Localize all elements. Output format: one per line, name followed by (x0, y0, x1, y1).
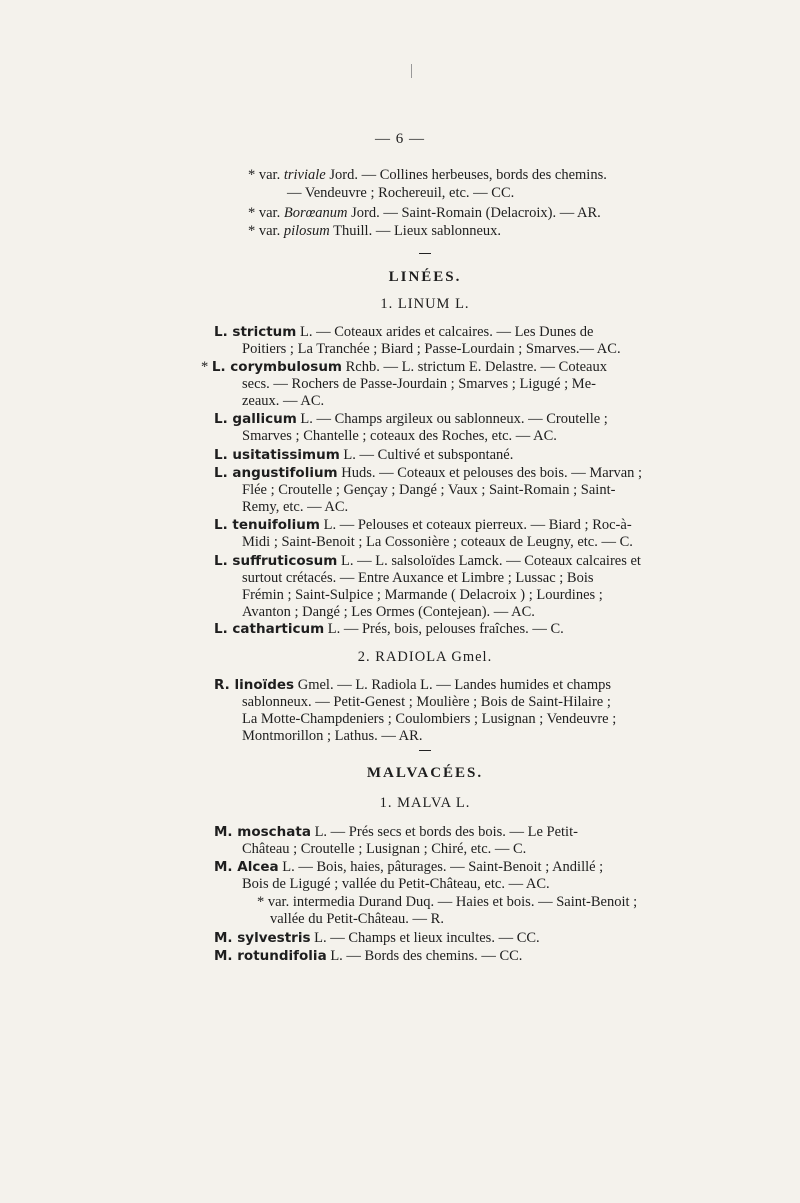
genus-heading-radiola: 2. RADIOLA Gmel. (357, 649, 493, 665)
species-continuation: secs. — Rochers de Passe-Jourdain ; Smarves ; Ligugé ; Me- (242, 376, 596, 392)
species-entry: L. suffruticosum L. — L. salsoloïdes Lamck. — Coteaux calcaires et (214, 553, 641, 569)
family-heading-linees: LINÉES. (388, 269, 462, 285)
species-name: L. gallicum (214, 411, 297, 427)
species-continuation: Château ; Croutelle ; Lusignan ; Chiré, etc. — C. (242, 841, 527, 857)
page-number: — 6 — (375, 131, 425, 147)
species-continuation: Montmorillon ; Lathus. — AR. (242, 728, 423, 744)
species-name: M. moschata (214, 824, 311, 840)
species-continuation: Frémin ; Saint-Sulpice ; Marmande ( Delacroix ) ; Lourdines ; (242, 587, 603, 603)
species-name: L. suffruticosum (214, 553, 338, 569)
species-name: L. corymbulosum (211, 359, 342, 375)
species-continuation: La Motte-Champdeniers ; Coulombiers ; Lusignan ; Vendeuvre ; (242, 711, 617, 727)
variety-line-1: * var. triviale Jord. — Collines herbeuses, bords des chemins. (248, 167, 607, 183)
species-continuation: Flée ; Croutelle ; Gençay ; Dangé ; Vaux ; Saint-Romain ; Saint- (242, 482, 616, 498)
species-name: M. Alcea (214, 859, 279, 875)
species-name: L. tenuifolium (214, 517, 320, 533)
species-entry: M. rotundifolia L. — Bords des chemins. — CC. (214, 948, 523, 964)
species-continuation: Bois de Ligugé ; vallée du Petit-Château, etc. — AC. (242, 876, 550, 892)
species-entry: * L. corymbulosum Rchb. — L. strictum E. Delastre. — Coteaux (201, 359, 607, 375)
species-continuation: Smarves ; Chantelle ; coteaux des Roches, etc. — AC. (242, 428, 557, 444)
species-name: L. strictum (214, 324, 297, 340)
genus-heading-linum: 1. LINUM L. (380, 296, 470, 312)
species-entry: L. catharticum L. — Prés, bois, pelouses fraîches. — C. (214, 621, 564, 637)
species-continuation: Remy, etc. — AC. (242, 499, 349, 515)
species-entry: L. strictum L. — Coteaux arides et calcaires. — Les Dunes de (214, 324, 594, 340)
species-entry: R. linoïdes Gmel. — L. Radiola L. — Landes humides et champs (214, 677, 612, 693)
family-heading-malvacees: MALVACÉES. (366, 765, 484, 781)
species-name: M. sylvestris (214, 930, 311, 946)
genus-heading-malva: 1. MALVA L. (379, 795, 471, 811)
species-entry: L. angustifolium Huds. — Coteaux et pelouses des bois. — Marvan ; (214, 465, 643, 481)
variety-entry: * var. intermedia Durand Duq. — Haies et bois. — Saint-Benoit ; (257, 894, 638, 910)
species-name: R. linoïdes (214, 677, 295, 693)
species-continuation: Midi ; Saint-Benoit ; La Cossonière ; coteaux de Leugny, etc. — C. (242, 534, 633, 550)
variety-line-4: * var. pilosum Thuill. — Lieux sablonneux. (248, 223, 502, 239)
species-entry: L. tenuifolium L. — Pelouses et coteaux pierreux. — Biard ; Roc-à- (214, 517, 632, 533)
section-divider (419, 253, 431, 254)
species-continuation: surtout crétacés. — Entre Auxance et Limbre ; Lussac ; Bois (242, 570, 594, 586)
page-mark (411, 64, 412, 78)
species-entry: L. usitatissimum L. — Cultivé et subspontané. (214, 447, 514, 463)
species-continuation: sablonneux. — Petit-Genest ; Moulière ; Bois de Saint-Hilaire ; (242, 694, 611, 710)
species-name: L. catharticum (214, 621, 325, 637)
species-continuation: Poitiers ; La Tranchée ; Biard ; Passe-Lourdain ; Smarves.— AC. (242, 341, 621, 357)
variety-line-3: * var. Borœanum Jord. — Saint-Romain (Delacroix). — AR. (248, 205, 601, 221)
species-name: L. usitatissimum (214, 447, 340, 463)
species-continuation: Avanton ; Dangé ; Les Ormes (Contejean). — AC. (242, 604, 535, 620)
species-name: M. rotundifolia (214, 948, 327, 964)
species-name: L. angustifolium (214, 465, 338, 481)
species-entry: L. gallicum L. — Champs argileux ou sablonneux. — Croutelle ; (214, 411, 608, 427)
species-entry: M. sylvestris L. — Champs et lieux incultes. — CC. (214, 930, 540, 946)
variety-continuation: vallée du Petit-Château. — R. (270, 911, 444, 927)
species-entry: M. Alcea L. — Bois, haies, pâturages. — Saint-Benoit ; Andillé ; (214, 859, 604, 875)
section-divider (419, 750, 431, 751)
species-continuation: zeaux. — AC. (242, 393, 325, 409)
variety-line-2: — Vendeuvre ; Rochereuil, etc. — CC. (287, 185, 515, 201)
species-entry: M. moschata L. — Prés secs et bords des bois. — Le Petit- (214, 824, 578, 840)
